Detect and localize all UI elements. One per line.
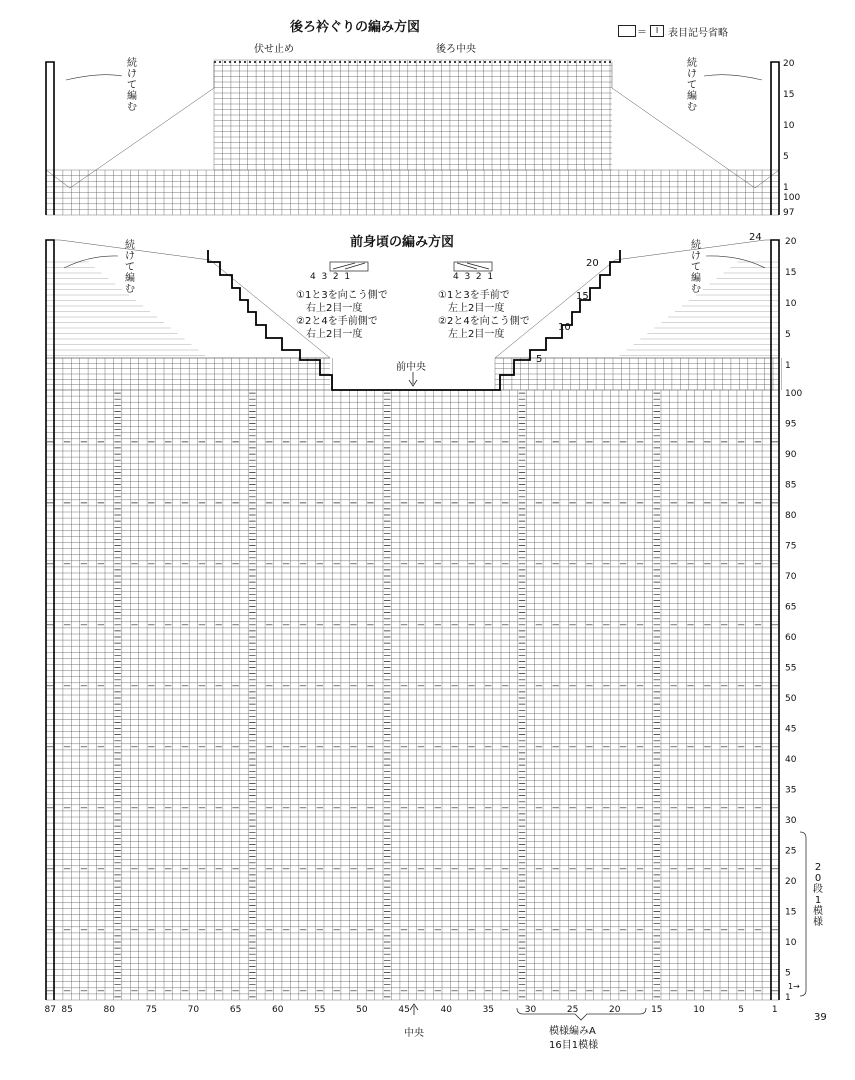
back-continue-left-label: 続けて編む: [127, 58, 137, 113]
side-repeat-bracket: [800, 832, 806, 996]
dec-left-numbers: 4 3 2 1: [453, 272, 494, 282]
center-front-label: 前中央: [396, 362, 426, 373]
column-label: 75: [145, 1005, 158, 1015]
body-row-label: 35: [785, 785, 797, 796]
center-front-arrow: [409, 372, 417, 386]
dec-left-line1: ①1と3を手前で: [438, 290, 510, 301]
body-row-label: 25: [785, 846, 797, 857]
body-row-label: 100: [785, 389, 803, 400]
body-row-label: 45: [785, 724, 797, 735]
dec-right-line3: ②2と4を手前側で: [296, 316, 378, 327]
body-row-label: 1: [785, 993, 791, 1003]
dec-right-line4: 右上2目一度: [296, 329, 363, 340]
dec-left-line4: 左上2目一度: [438, 329, 505, 340]
column-label: 10: [693, 1005, 705, 1015]
column-label: 60: [271, 1005, 284, 1015]
pattern-label: 模様編みA: [549, 1026, 596, 1037]
legend-equals: ＝: [637, 27, 647, 38]
dec-right-line1: ①1と3を向こう側で: [296, 290, 388, 301]
dec-left-line2: 左上2目一度: [438, 303, 505, 314]
back-neck-lower-grid: [46, 170, 779, 215]
dec-right-numbers: 4 3 2 1: [310, 272, 351, 282]
front-side-edges: [46, 240, 779, 1000]
back-edges: [46, 62, 779, 215]
dec-right-line2: 右上2目一度: [296, 303, 363, 314]
body-row-label: 95: [785, 419, 797, 430]
column-label: 55: [314, 1005, 326, 1015]
column-label: 20: [608, 1005, 621, 1015]
column-label: 70: [187, 1005, 200, 1015]
dec-left-symbol: [454, 262, 492, 271]
front-continue-right-label: 続けて編む: [691, 240, 701, 295]
front-continue-left-label: 続けて編む: [125, 240, 135, 295]
column-label: 50: [356, 1005, 368, 1015]
body-row-label: 85: [785, 480, 797, 491]
step-label-5: 5: [536, 354, 543, 365]
body-row-label: 20: [785, 877, 797, 887]
column-label: 15: [651, 1005, 663, 1015]
front-left-shoulder-outline: [46, 240, 330, 358]
back-neck-title: 後ろ衿ぐりの編み方図: [290, 20, 421, 35]
dec-right-symbol-strokes: [333, 263, 365, 269]
back-continue-right-label: 続けて編む: [687, 58, 697, 113]
front-title: 前身頃の編み方図: [350, 235, 455, 250]
column-label: 65: [229, 1005, 242, 1015]
front-body-grid: [46, 390, 779, 1000]
column-label: 25: [566, 1005, 579, 1015]
body-row-label: 65: [785, 602, 797, 613]
front-yoke-row-label: 20: [785, 237, 797, 247]
back-right-leader: [704, 75, 762, 80]
column-label: 40: [440, 1005, 452, 1015]
body-row-label: 90: [785, 450, 797, 461]
bind-off-label: 伏せ止め: [254, 44, 294, 55]
legend-empty-square: [618, 25, 636, 37]
back-lower-row-label: 100: [783, 193, 801, 203]
front-yoke-row-label: 1: [785, 361, 791, 371]
back-neck-center-grid: [214, 60, 612, 170]
column-label: 1: [771, 1005, 778, 1015]
body-row-label: 15: [785, 907, 797, 918]
body-row-label: 70: [785, 572, 797, 582]
top-left-row-label: 24: [749, 232, 762, 243]
dec-left-line3: ②2と4を向こう側で: [438, 316, 530, 327]
dec-right-symbol: [330, 262, 368, 271]
center-arrow: [410, 1004, 418, 1015]
column-label: 35: [482, 1005, 495, 1015]
front-shoulder-hatch: [46, 262, 779, 356]
column-label: 45: [398, 1005, 410, 1015]
body-row-label: 30: [785, 816, 797, 826]
step-label-20: 20: [586, 258, 599, 269]
back-row-label: 15: [783, 90, 795, 100]
center-label: 中央: [404, 1028, 424, 1039]
body-row-label: 60: [785, 633, 797, 643]
pattern-repeat-brace: [517, 1008, 646, 1020]
back-row-label: 1: [783, 183, 789, 193]
body-row-label: 5: [785, 968, 791, 979]
body-row-label: 55: [785, 663, 797, 674]
back-row-label: 5: [783, 152, 789, 162]
column-label: 80: [103, 1005, 115, 1015]
back-left-leader: [66, 75, 122, 80]
front-yoke-row-label: 15: [785, 268, 797, 278]
body-row-label: 80: [785, 511, 797, 521]
column-label: 87: [44, 1005, 56, 1015]
back-row-label: 20: [783, 59, 795, 69]
front-right-shoulder-outline: [495, 240, 779, 358]
front-yoke-row-label: 10: [785, 299, 797, 309]
column-label: 30: [524, 1005, 537, 1015]
side-repeat-label: 20段1模様: [813, 862, 823, 928]
column-label: 5: [738, 1005, 744, 1015]
column-label: 85: [61, 1005, 73, 1015]
step-label-15: 15: [576, 291, 589, 302]
legend-text: 表目記号省略: [668, 28, 728, 39]
back-center-label: 後ろ中央: [436, 44, 476, 55]
step-label-10: 10: [558, 322, 571, 333]
body-row-label: 75: [785, 541, 797, 552]
body-row-label: 10: [785, 938, 797, 948]
pattern-repeat-label: 16目1模様: [549, 1040, 599, 1051]
back-row-label: 10: [783, 121, 795, 131]
front-yoke-row-label: 5: [785, 330, 791, 340]
start-arrow: 1→: [788, 982, 800, 991]
body-row-label: 50: [785, 694, 797, 704]
body-row-label: 40: [785, 755, 797, 765]
back-lower-row-label: 97: [783, 208, 795, 218]
legend-knit-symbol: I: [650, 25, 664, 37]
dec-left-symbol-strokes: [457, 263, 489, 269]
page-number: 39: [814, 1012, 827, 1023]
